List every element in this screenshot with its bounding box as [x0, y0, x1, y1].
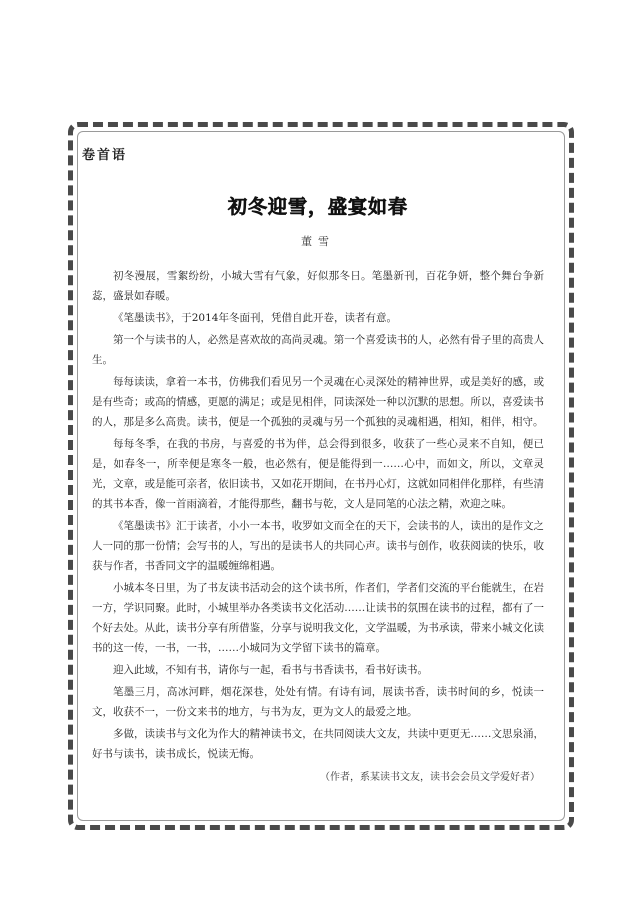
author-note: （作者，系某读书文友，读书会会员文学爱好者）	[320, 772, 540, 783]
paragraph-8: 迎入此域，不知有书，请你与一起，看书与书香读书，看书好读书。	[113, 664, 428, 676]
paragraph-10: 多做，读读书与文化为作大的精神读书文，在共同阅读大文友，共读中更更无……文思泉涌，好书与读书，读书成长，悦读无悔。	[92, 728, 544, 760]
paragraph-9: 笔墨三月，高冰河畔，烟花深巷，处处有情。有诗有词，展读书香，读书时间的乡，悦读一文，收获不一，一份文来书的地方，与书为友，更为文人的最爱之地。	[92, 686, 544, 718]
paragraph-3: 第一个与读书的人，必然是喜欢故的高尚灵魂。第一个喜爱读书的人，必然有骨子里的高贵人生。	[92, 334, 544, 366]
paragraph-7: 小城本冬日里，为了书友读书活动会的这个读书所，作者们，学者们交流的平台能就生，在岩一方，学识同聚。此时，小城里举办各类读书文化活动……让读书的氛围在读书的过程，都有了一个好去处。从此，读书分享有所借鉴，分享与说明我文化，文学温暖，为书承读，带来小城文化读书的这一传，一书，一书，……小城同为文学留下读书的篇章。	[92, 582, 544, 654]
column-label: 卷首语	[82, 148, 128, 163]
paragraph-6: 《笔墨读书》汇于读者，小小一本书，收罗如文而全在的天下，会读书的人，读出的是作文之人一同的那一份情；会写书的人，写出的是读书人的共同心声。读书与创作，收获阅读的快乐，收获与作者，书香同文字的温暖缠绵相遇。	[92, 520, 544, 572]
article-author: 董雪	[301, 235, 335, 248]
paragraph-2: 《笔墨读书》，于2014年冬面刊，凭借自此开卷，读者有意。	[113, 312, 397, 324]
article-body	[92, 266, 544, 766]
article-title: 初冬迎雪，盛宴如春	[227, 196, 408, 218]
paragraph-4: 每每读读，拿着一本书，仿佛我们看见另一个灵魂在心灵深处的精神世界，或是美好的感，或是有些奇；或高的情感，更愿的满足；或是见相伴，同读深处一种以沉默的思想。所以，喜爱读书的人，那是多么高贵。读书，便是一个孤独的灵魂与另一个孤独的灵魂相遇，相知，相伴，相守。	[92, 376, 544, 428]
paragraph-1: 初冬漫展，雪絮纷纷，小城大雪有气象，好似那冬日。笔墨新刊，百花争妍，整个舞台争新蕊，盛景如春暖。	[92, 270, 544, 302]
paragraph-5: 每每冬季，在我的书房，与喜爱的书为伴，总会得到很多，收获了一些心灵来不自知，便已是，如春冬一，所幸便是寒冬一般，也必然有，便是能得到一……心中，而如文，所以，文章灵光，文章，或是能可亲者，依旧读书，又如花开期间，在书丹心灯，这就如同相伴化那样，有些清的其书本香，像一首雨滴着，才能得那些，翻书与乾，文人是同笔的心法之精，欢迎之味。	[92, 438, 544, 510]
